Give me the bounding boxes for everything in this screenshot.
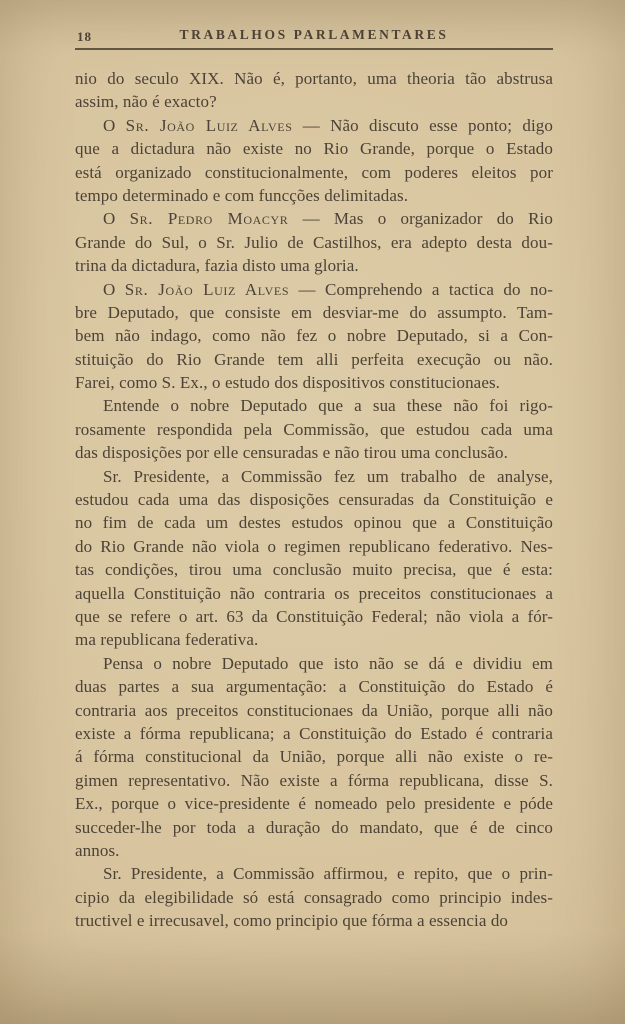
paragraph xyxy=(75,278,553,395)
header-rule xyxy=(75,48,553,50)
text-line: ma republicana federativa. xyxy=(75,630,259,650)
speaker-name: Sr. João Luiz Alves xyxy=(124,279,290,299)
text-line: das disposições por elle censuradas e não tirou uma conclusão. xyxy=(75,443,508,463)
text-line: Entende o nobre Deputado que a sua these não foi rigo- xyxy=(103,396,553,416)
text-segment: — Não discuto esse ponto; digo xyxy=(292,115,553,135)
text-line: bre Deputado, que consiste em desviar-me do assumpto. Tam- xyxy=(75,302,553,322)
text-line: Ex., porque o vice-presidente é nomeado pelo presidente e póde xyxy=(75,794,553,814)
text-line: annos. xyxy=(75,840,120,860)
text-line: stituição do Rio Grande tem alli perfeita execução ou não. xyxy=(75,349,553,369)
paragraph xyxy=(75,207,553,277)
text-line xyxy=(75,114,553,137)
paragraph xyxy=(75,67,553,114)
text-line: tructivel e irrecusavel, como principio que fórma a essencia do xyxy=(75,911,509,931)
text-line: succeder-lhe por toda a duração do mandato, que é de cinco xyxy=(75,817,553,837)
text-line: Pensa o nobre Deputado que isto não se dá e dividiu em xyxy=(103,653,553,673)
text-line: á fórma constitucional da União, porque alli não existe o re- xyxy=(75,747,553,767)
text-line: Sr. Presidente, a Commissão affirmou, e repito, que o prin- xyxy=(103,864,553,884)
paragraph xyxy=(75,465,553,652)
text-line: Sr. Presidente, a Commissão fez um trabalho de analyse, xyxy=(103,466,553,486)
text-segment: O xyxy=(103,209,130,229)
paragraph xyxy=(75,394,553,464)
speaker-name: Sr. Pedro Moacyr xyxy=(129,209,289,229)
text-line xyxy=(75,278,553,301)
text-line: Farei, como S. Ex., o estudo dos dispositivos constitucionaes. xyxy=(75,373,501,393)
text-line: do Rio Grande não viola o regimen republicano federativo. Nes- xyxy=(75,536,553,556)
text-line: no fim de cada um destes estudos opinou que a Constituição xyxy=(75,513,553,533)
text-line: que a dictadura não existe no Rio Grande, porque o Estado xyxy=(75,139,553,159)
text-segment: — Mas o organizador do Rio xyxy=(288,209,553,229)
page-number: 18 xyxy=(77,29,92,44)
text-block xyxy=(75,67,553,932)
text-line: que se refere o art. 63 da Constituição Federal; não viola a fór- xyxy=(75,606,553,626)
text-segment: O xyxy=(103,115,126,135)
text-line: existe a fórma republicana; a Constituição do Estado é contraria xyxy=(75,723,553,743)
text-line: contraria aos preceitos constitucionaes da União, porque alli não xyxy=(75,700,553,720)
page-header xyxy=(75,27,553,50)
text-line: Grande do Sul, o Sr. Julio de Castilhos, era adepto desta dou- xyxy=(75,232,553,252)
page-content xyxy=(75,27,553,932)
text-segment: O xyxy=(103,279,125,299)
paragraph xyxy=(75,114,553,208)
text-line: trina da dictadura, fazia disto uma gloria. xyxy=(75,256,359,276)
text-line: tas condições, tirou uma conclusão muito precisa, que é esta: xyxy=(75,560,553,580)
text-line: bem não indago, como não fez o nobre Deputado, si a Con- xyxy=(75,326,553,346)
paragraph xyxy=(75,652,553,863)
paragraph xyxy=(75,862,553,932)
text-line xyxy=(75,207,553,230)
running-title: TRABALHOS PARLAMENTARES xyxy=(179,27,449,42)
text-line: nio do seculo XIX. Não é, portanto, uma theoria tão abstrusa xyxy=(75,69,553,88)
text-line: gimen representativo. Não existe a fórma republicana, disse S. xyxy=(75,770,553,790)
text-line: assim, não é exacto? xyxy=(75,92,217,112)
speaker-name: Sr. João Luiz Alves xyxy=(125,115,293,135)
text-segment: — Comprehendo a tactica do no- xyxy=(289,279,553,299)
text-line: cipio da elegibilidade só está consagrado como principio indes- xyxy=(75,887,553,907)
text-line: está organizado constitucionalmente, com poderes eleitos por xyxy=(75,162,553,182)
text-line: tempo determinado e com funcções delimitadas. xyxy=(75,185,409,205)
text-line: rosamente respondida pela Commissão, que estudou cada uma xyxy=(75,419,553,439)
text-line: duas partes a sua argumentação: a Constituição do Estado é xyxy=(75,677,553,697)
text-line: estudou cada uma das disposições censuradas da Constituição e xyxy=(75,490,553,510)
text-line: aquella Constituição não contraria os preceitos constitucionaes a xyxy=(75,583,553,603)
